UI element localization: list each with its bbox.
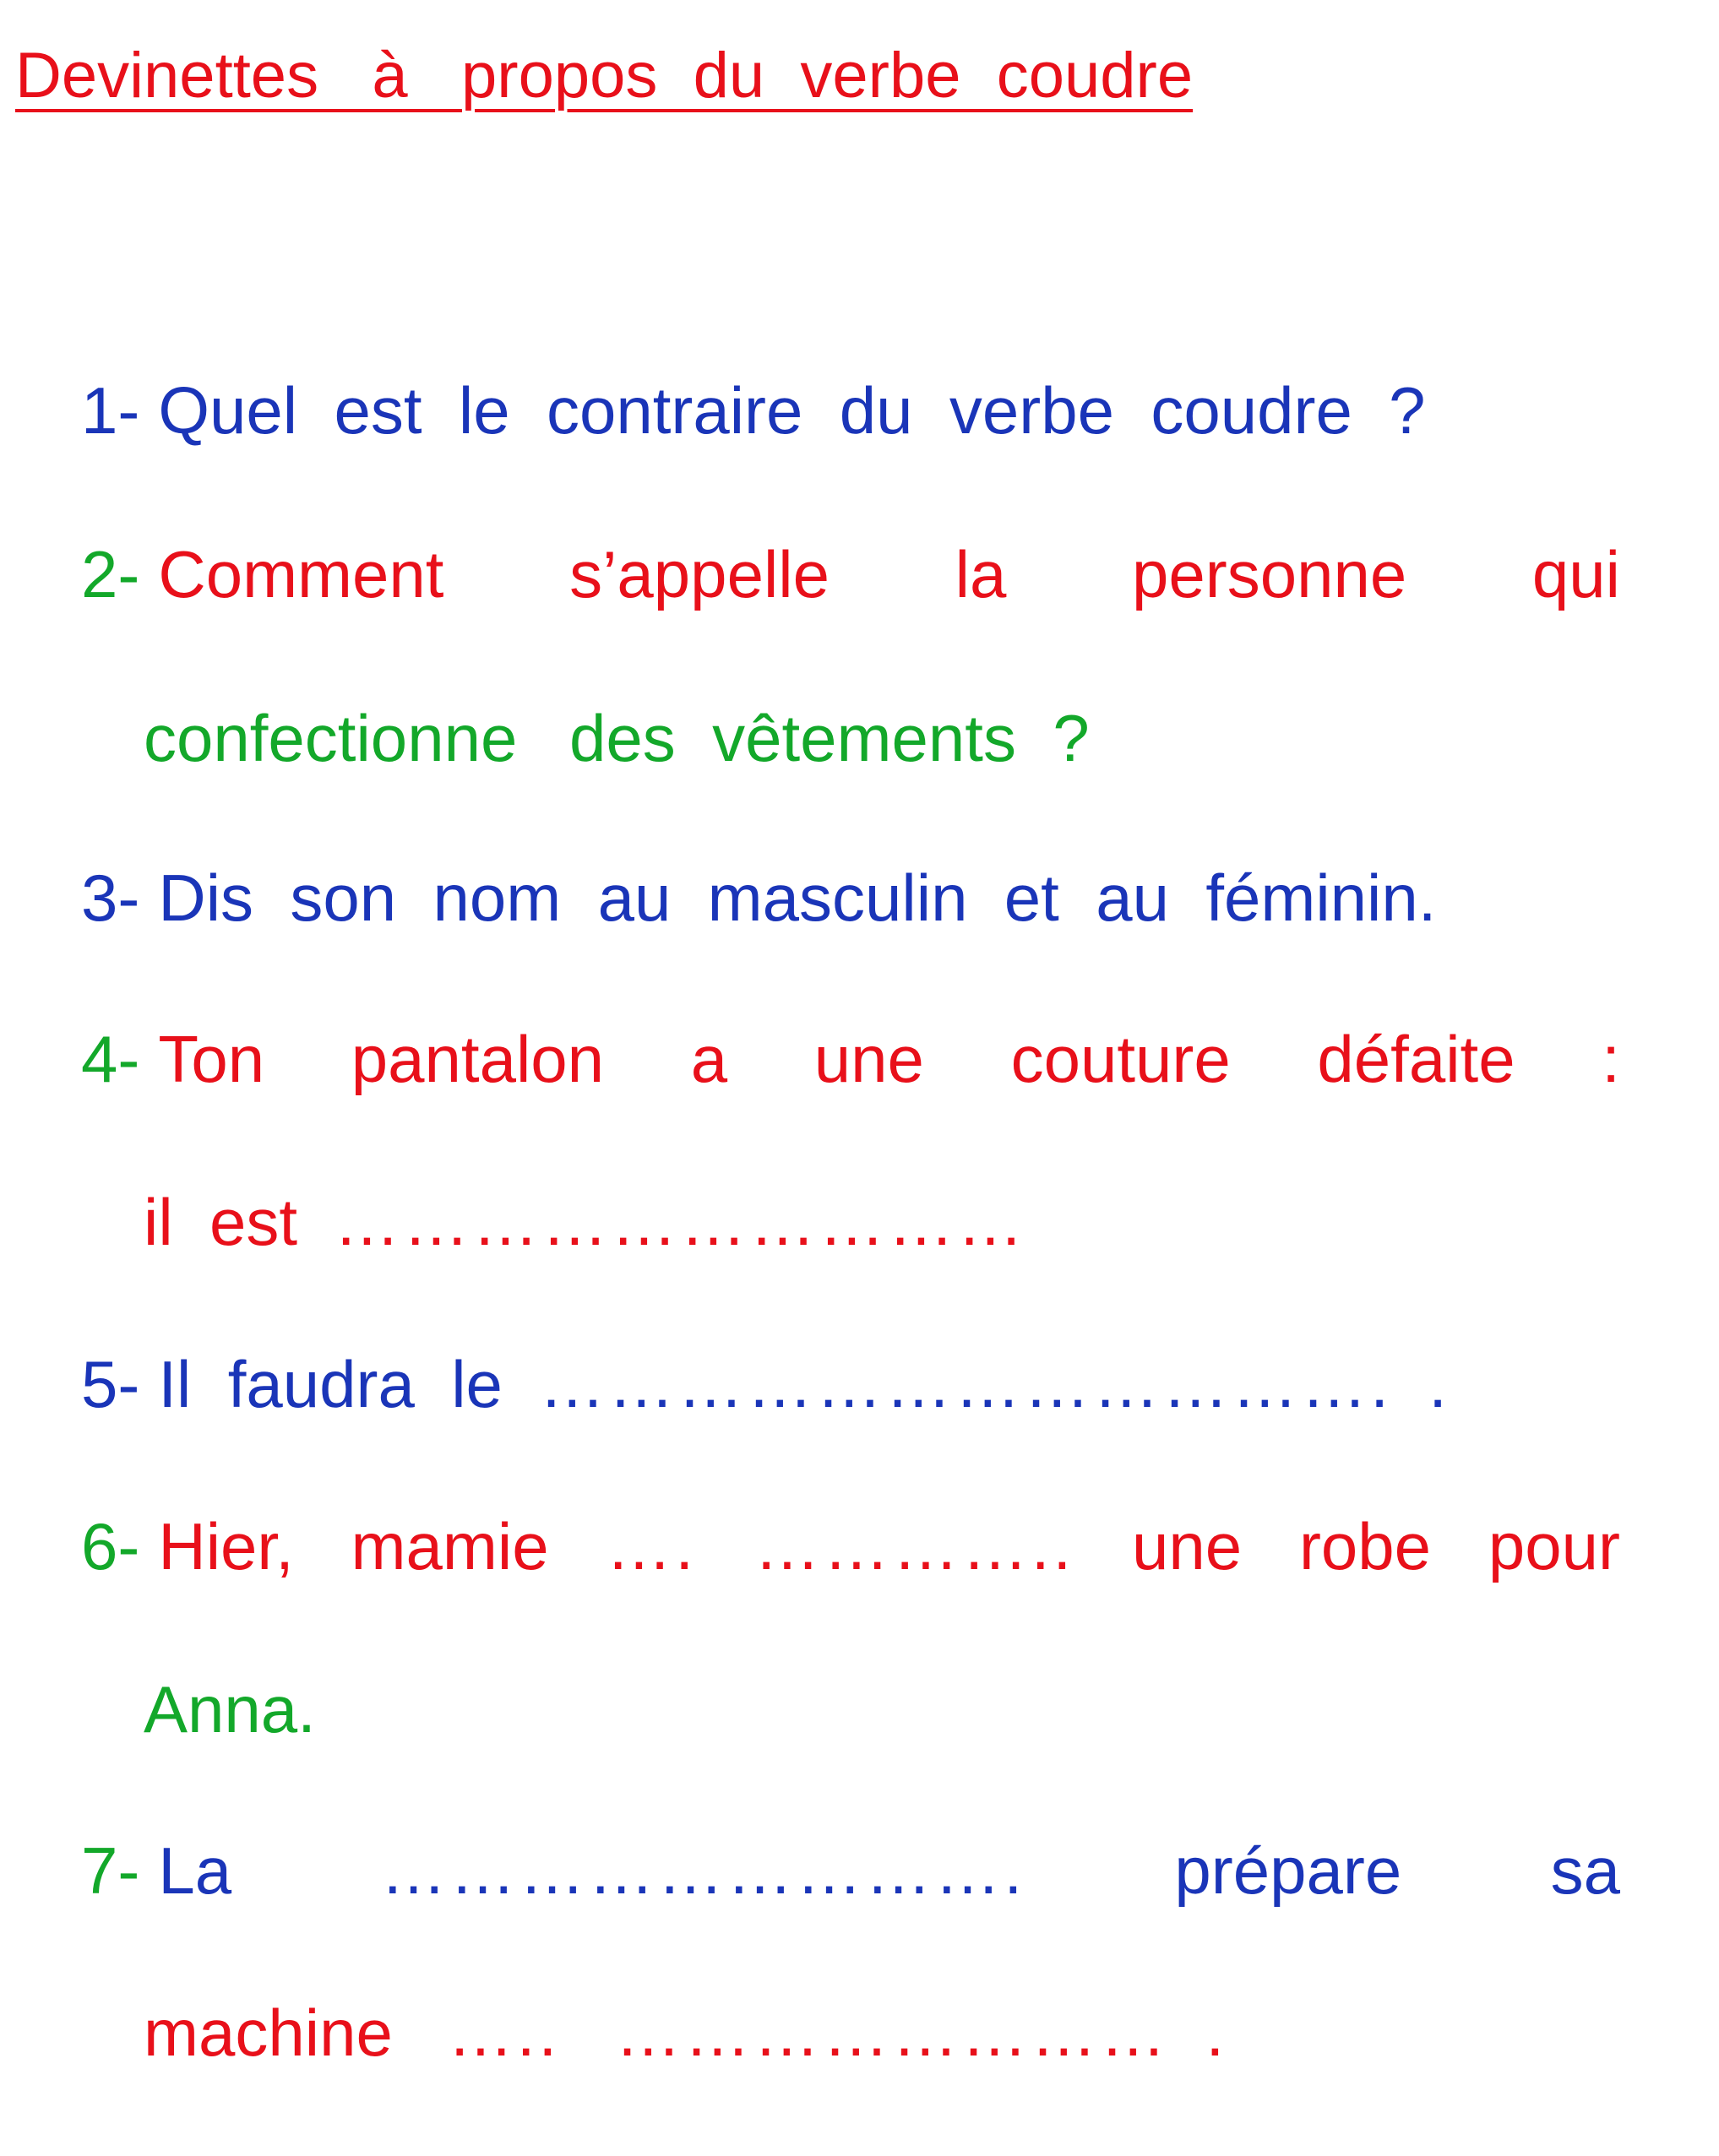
word: vêtements [712,701,1016,775]
word: le [451,1347,503,1421]
question-7-line-1 [81,1833,1620,1908]
answer-blank: …. [606,1509,698,1583]
question-6-line-1 [81,1509,1620,1583]
word: prépare [1174,1833,1402,1908]
answer-blank: ….. [447,1996,561,2070]
word: personne [1131,537,1407,611]
word: coudre [1151,373,1352,448]
answer-blank: ………………………. [380,1833,1026,1908]
word: masculin [707,861,968,935]
question-2-line-1 [81,537,1620,611]
question-number: 5- [81,1347,140,1421]
word: une [813,1022,924,1096]
answer-blank: ………….. [753,1509,1075,1583]
question-7-line-2 [144,1996,1225,2070]
word: nom [432,861,562,935]
word: du [839,373,913,448]
word: défaite [1317,1022,1515,1096]
word: ? [1389,373,1426,448]
answer-blank: …………………… [615,1996,1170,2070]
question-number: 6- [81,1509,140,1583]
word: contraire [546,373,803,448]
question-3 [81,861,1534,935]
word: son [290,861,397,935]
word: : [1602,1022,1620,1096]
word: pantalon [351,1022,605,1096]
word: pour [1488,1509,1620,1583]
word: Il [158,1347,192,1421]
word: au [1096,861,1169,935]
word: Hier, [158,1509,294,1583]
word: qui [1531,537,1620,611]
word: au [597,861,672,935]
question-number: 3- [81,861,140,935]
word: s’appelle [569,537,830,611]
word: le [458,373,510,448]
answer-blank: ………………………… [334,1185,1027,1259]
question-number: 2- [81,537,140,611]
word: faudra [227,1347,415,1421]
question-4-line-2 [144,1185,1027,1259]
word: sa [1550,1833,1620,1908]
word: . [1428,1347,1447,1421]
word: machine [144,1996,393,2070]
question-number: 7- [81,1833,140,1908]
word: une [1132,1509,1243,1583]
word: Dis [158,861,254,935]
word: . [1205,1996,1225,2070]
word: robe [1298,1509,1432,1583]
word: est [334,373,422,448]
question-1 [81,373,1526,448]
word: mamie [351,1509,549,1583]
question-4-line-1 [81,1022,1620,1096]
word: ? [1053,701,1090,775]
word: confectionne [144,701,518,775]
word: est [209,1185,298,1259]
question-5 [81,1347,1447,1421]
word: Quel [158,373,298,448]
word: féminin. [1205,861,1437,935]
word: La [158,1833,232,1908]
answer-blank: ………………………………. [539,1347,1392,1421]
word: Ton [158,1022,265,1096]
question-2-line-2 [144,701,1090,775]
word: Anna. [144,1672,316,1746]
word: verbe [949,373,1114,448]
word: des [569,701,676,775]
question-6-line-2 [144,1672,316,1746]
word: il [144,1185,173,1259]
word: couture [1010,1022,1231,1096]
word: et [1004,861,1059,935]
word: a [690,1022,728,1096]
word: Comment [158,537,444,611]
word: la [955,537,1007,611]
question-number: 4- [81,1022,140,1096]
page-title: Devinettes à propos du verbe coudre [15,40,1194,111]
question-number: 1- [81,373,140,448]
